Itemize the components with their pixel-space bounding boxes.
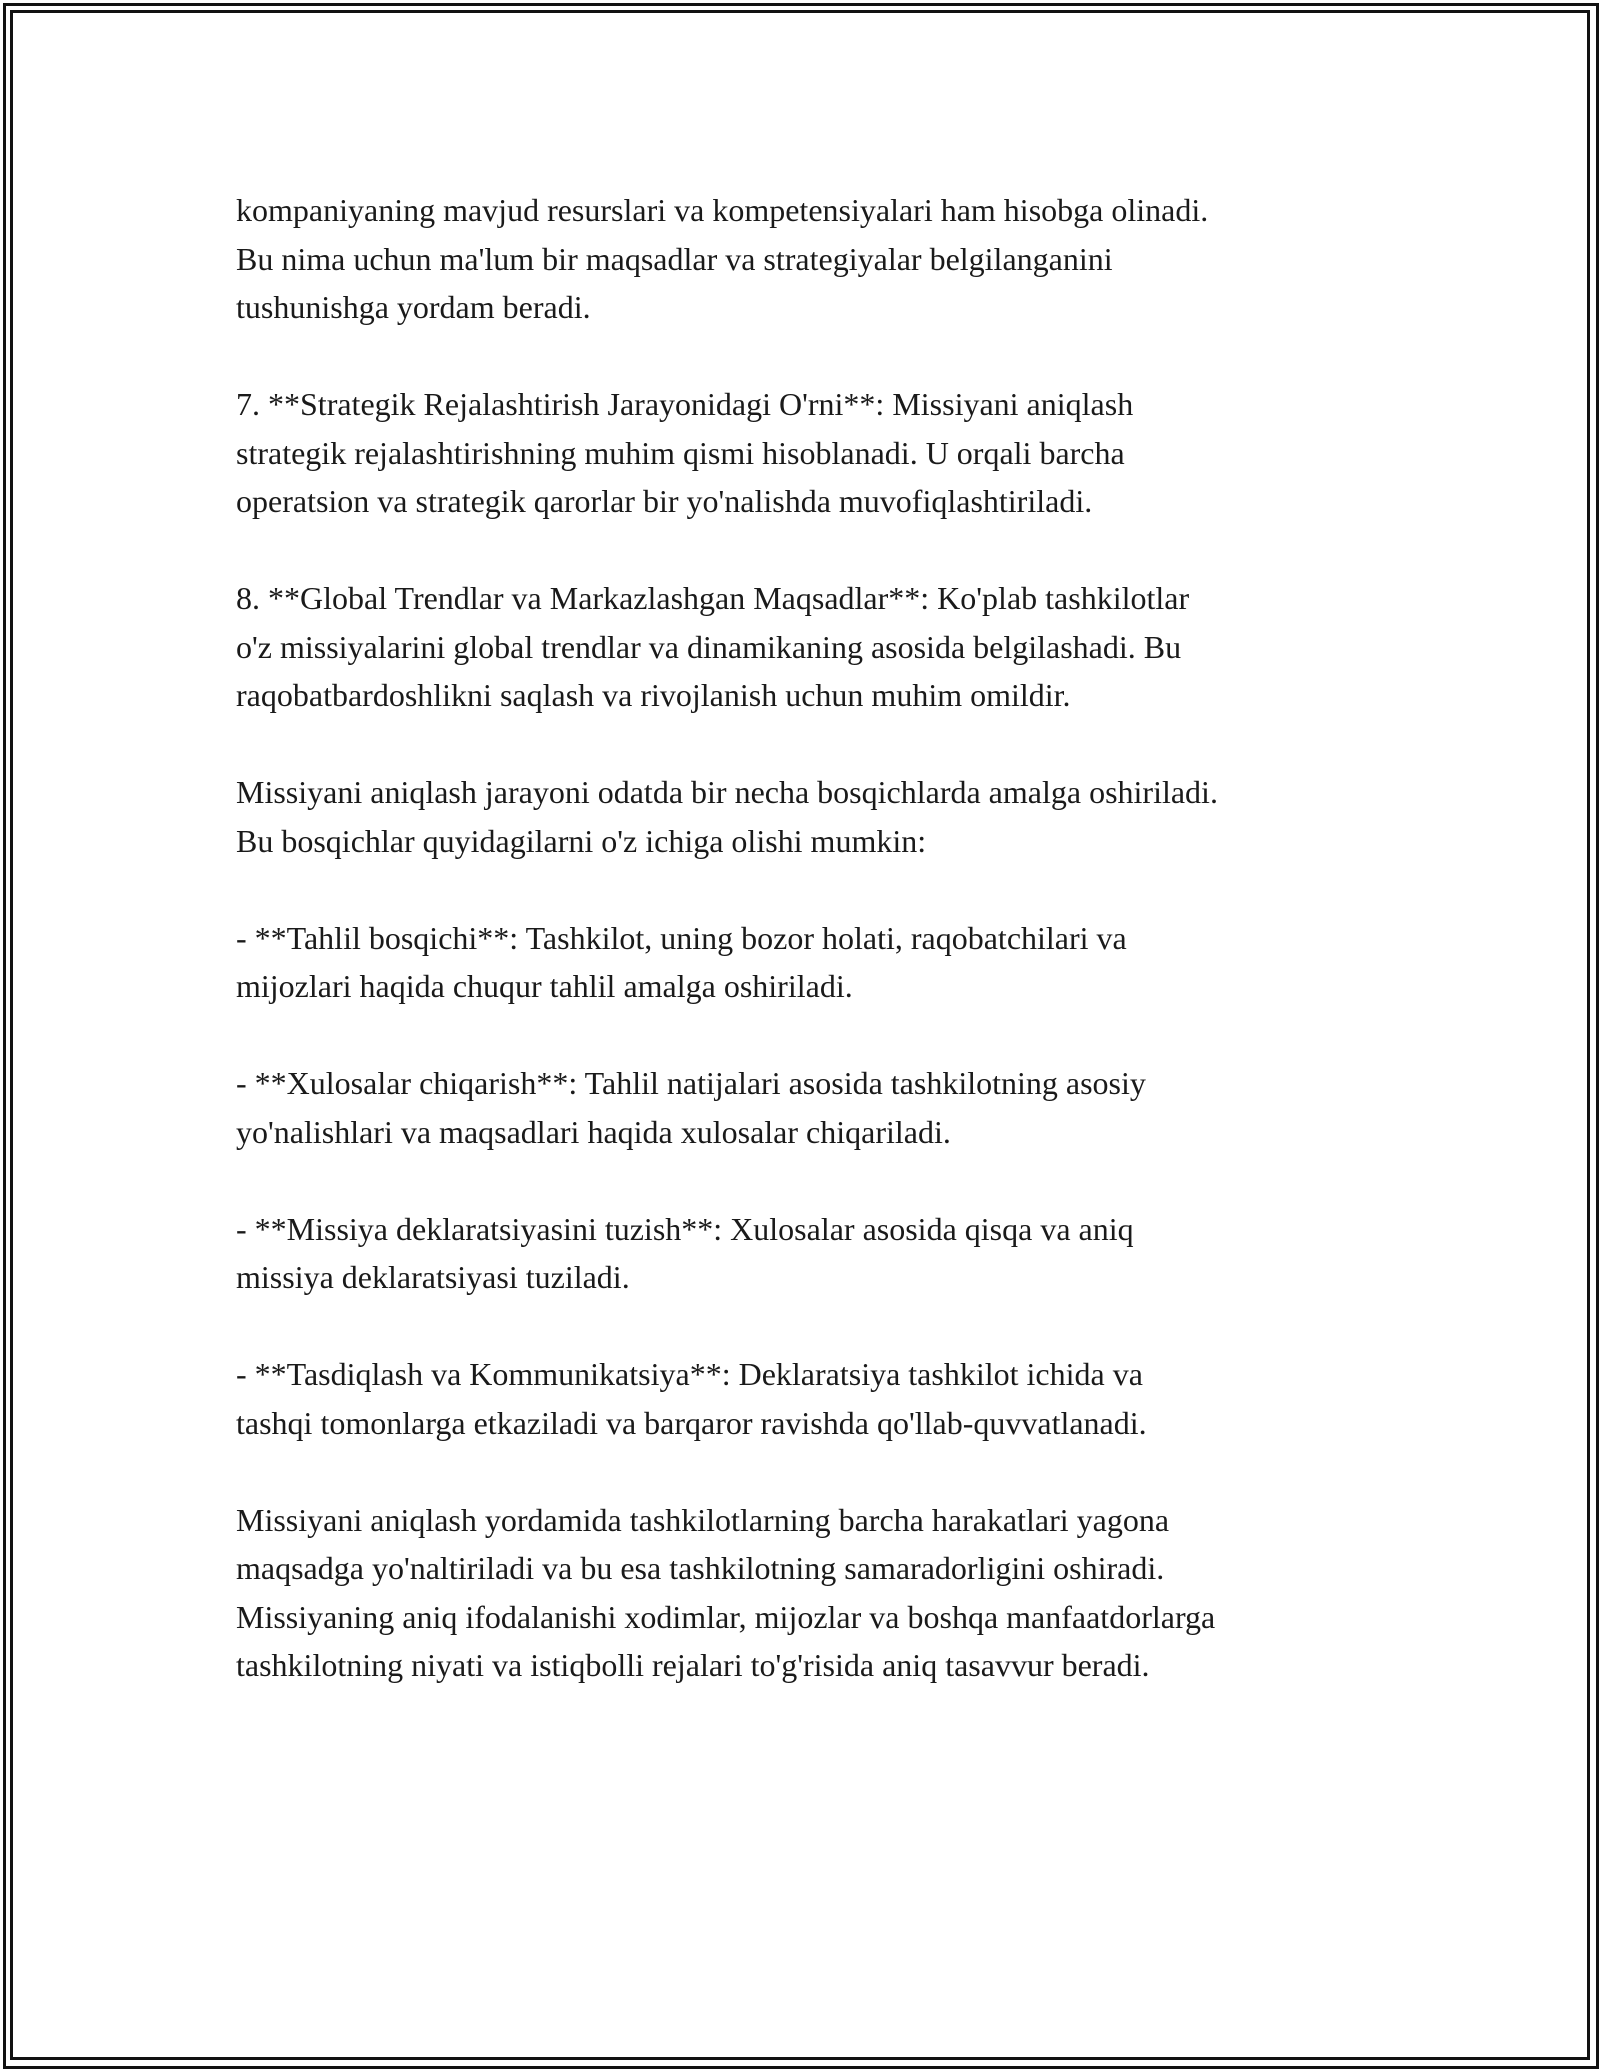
text-line: kompaniyaning mavjud resurslari va kompetensiyalari ham hisobga olinadi. <box>236 192 1209 228</box>
bullet-analysis-stage <box>236 914 1376 1011</box>
bullet-mission-declaration <box>236 1205 1376 1302</box>
paragraph-conclusion <box>236 1496 1376 1690</box>
paragraph-item-8 <box>236 574 1376 720</box>
bullet-approval-communication <box>236 1350 1376 1447</box>
text-line: Missiyani aniqlash yordamida tashkilotlarning barcha harakatlari yagona <box>236 1501 1170 1538</box>
text-line: operatsion va strategik qarorlar bir yo'nalishda muvofiqlashtiriladi. <box>236 483 1093 519</box>
text-line: - **Tasdiqlash va Kommunikatsiya**: Deklaratsiya tashkilot ichida va <box>236 1356 1143 1392</box>
text-line: - **Missiya deklaratsiyasini tuzish**: Xulosalar asosida qisqa va aniq <box>236 1210 1134 1247</box>
text-line: Bu nima uchun ma'lum bir maqsadlar va strategiyalar belgilanganini <box>236 240 1113 277</box>
paragraph-continuation <box>236 186 1376 332</box>
paragraph-item-7 <box>236 380 1376 526</box>
text-line: maqsadga yo'naltiriladi va bu esa tashkilotning samaradorligini oshiradi. <box>236 1550 1165 1586</box>
text-line: 7. **Strategik Rejalashtirish Jarayonidagi O'rni**: Missiyani aniqlash <box>236 386 1134 422</box>
text-line: missiya deklaratsiyasi tuziladi. <box>236 1259 630 1295</box>
text-line: 8. **Global Trendlar va Markazlashgan Maqsadlar**: Ko'plab tashkilotlar <box>236 580 1190 616</box>
text-line: Missiyaning aniq ifodalanishi xodimlar, mijozlar va boshqa manfaatdorlarga <box>236 1598 1216 1635</box>
text-line: - **Xulosalar chiqarish**: Tahlil natijalari asosida tashkilotning asosiy <box>236 1065 1146 1101</box>
text-line: raqobatbardoshlikni saqlash va rivojlanish uchun muhim omildir. <box>236 677 1071 713</box>
text-line: tashkilotning niyati va istiqbolli rejalari to'g'risida aniq tasavvur beradi. <box>236 1647 1150 1683</box>
text-line: Missiyani aniqlash jarayoni odatda bir necha bosqichlarda amalga oshiriladi. <box>236 774 1218 810</box>
paragraph-process-intro <box>236 768 1376 865</box>
text-line: o'z missiyalarini global trendlar va dinamikaning asosida belgilashadi. Bu <box>236 628 1182 665</box>
text-line: strategik rejalashtirishning muhim qismi hisoblanadi. U orqali barcha <box>236 434 1125 471</box>
text-line: mijozlari haqida chuqur tahlil amalga oshiriladi. <box>236 968 853 1004</box>
text-line: yo'nalishlari va maqsadlari haqida xulosalar chiqariladi. <box>236 1113 951 1150</box>
document-body <box>236 186 1376 1738</box>
text-line: Bu bosqichlar quyidagilarni o'z ichiga olishi mumkin: <box>236 822 927 859</box>
text-line: tushunishga yordam beradi. <box>236 289 591 325</box>
bullet-conclusions <box>236 1059 1376 1156</box>
text-line: tashqi tomonlarga etkaziladi va barqaror ravishda qo'llab-quvvatlanadi. <box>236 1404 1147 1441</box>
text-line: - **Tahlil bosqichi**: Tashkilot, uning bozor holati, raqobatchilari va <box>236 919 1127 956</box>
